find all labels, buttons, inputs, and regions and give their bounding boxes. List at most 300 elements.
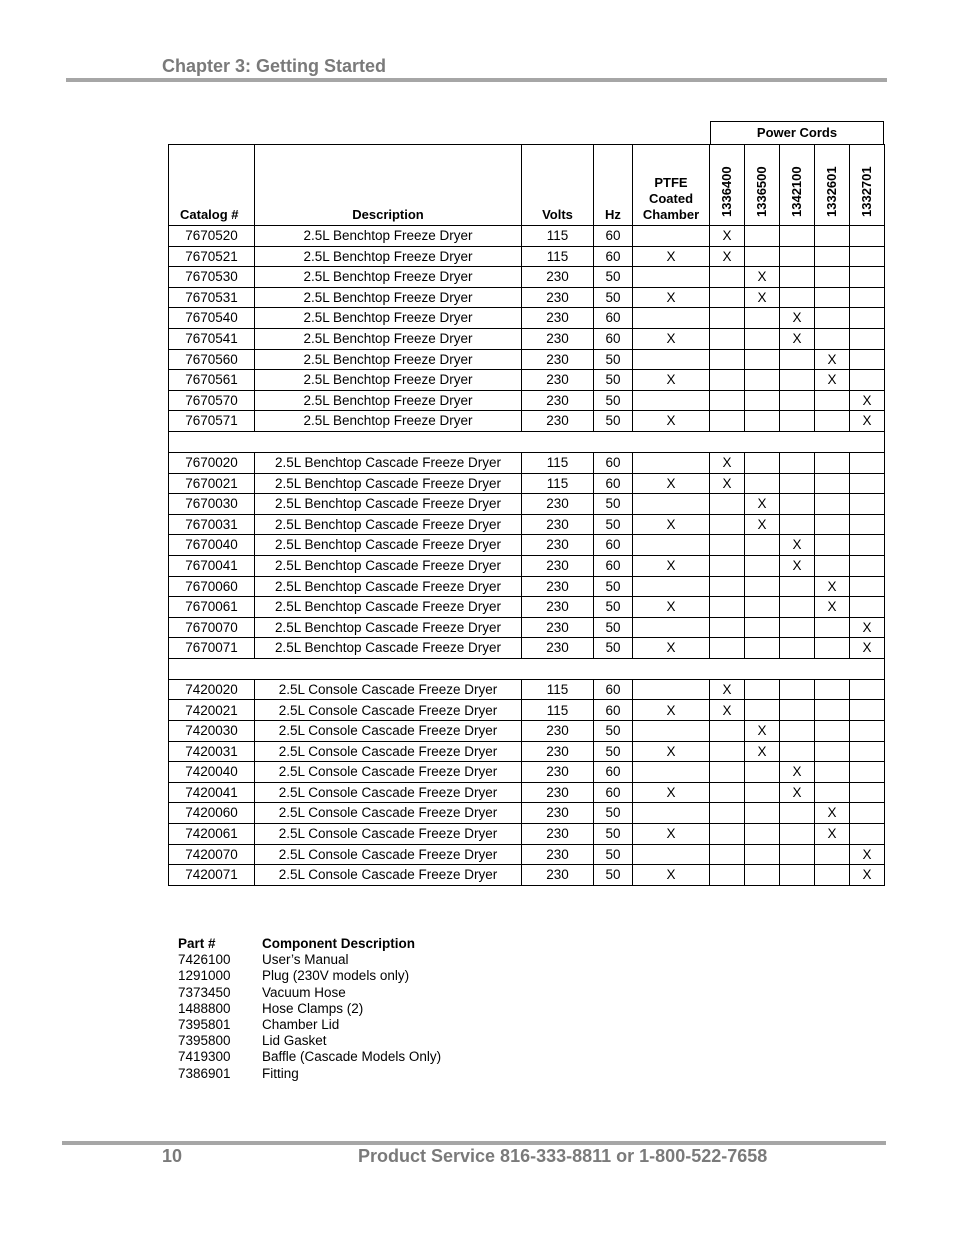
cord-cell-1342100 [780, 267, 815, 288]
description-cell: 2.5L Benchtop Cascade Freeze Dryer [255, 597, 522, 618]
catalog-cell: 7420040 [169, 762, 255, 783]
table-row [169, 844, 885, 865]
volts-cell: 230 [522, 576, 594, 597]
cord-cell-1332601 [815, 555, 850, 576]
cord-cell-1342100: X [780, 555, 815, 576]
chapter-title: Chapter 3: Getting Started [162, 56, 387, 76]
cord-cell-1332701 [850, 576, 885, 597]
cord-cell-1336400 [710, 803, 745, 824]
table-row [169, 700, 885, 721]
ptfe-cell: X [633, 555, 710, 576]
hz-cell: 50 [594, 617, 633, 638]
cord-cell-1336500 [745, 803, 780, 824]
description-cell: 2.5L Benchtop Cascade Freeze Dryer [255, 494, 522, 515]
description-cell: 2.5L Console Cascade Freeze Dryer [255, 700, 522, 721]
cord-cell-1332701 [850, 267, 885, 288]
ptfe-cell [633, 721, 710, 742]
table-row [169, 762, 885, 783]
catalog-cell: 7670020 [169, 452, 255, 473]
description-cell: 2.5L Benchtop Freeze Dryer [255, 390, 522, 411]
cord-cell-1332701 [850, 803, 885, 824]
component-description: Plug (230V models only) [262, 968, 410, 984]
volts-cell: 230 [522, 617, 594, 638]
catalog-cell: 7420070 [169, 844, 255, 865]
hz-cell: 50 [594, 576, 633, 597]
cord-cell-1336400 [710, 349, 745, 370]
component-items [178, 952, 441, 1082]
hz-cell: 60 [594, 452, 633, 473]
cord-cell-1342100 [780, 803, 815, 824]
table-row [169, 741, 885, 762]
table-row [169, 555, 885, 576]
cord-cell-1336400 [710, 411, 745, 432]
ptfe-header-line: PTFE [654, 175, 688, 190]
group-separator-row [169, 431, 885, 452]
cord-cell-1336500 [745, 824, 780, 845]
cord-cell-1332601 [815, 287, 850, 308]
cord-cell-1332701 [850, 679, 885, 700]
cord-cell-1336400 [710, 597, 745, 618]
volts-cell: 230 [522, 328, 594, 349]
cord-code: 1332701 [859, 166, 874, 217]
ptfe-cell [633, 762, 710, 783]
cord-cell-1336400 [710, 782, 745, 803]
cord-cell-1332601 [815, 452, 850, 473]
description-cell: 2.5L Console Cascade Freeze Dryer [255, 824, 522, 845]
cord-cell-1336400 [710, 267, 745, 288]
cord-cell-1332701 [850, 597, 885, 618]
component-item [178, 1049, 441, 1065]
volts-cell: 230 [522, 494, 594, 515]
table-body [169, 226, 885, 886]
description-header: Description [255, 145, 522, 226]
cord-cell-1332601 [815, 226, 850, 247]
cord-cell-1332701 [850, 473, 885, 494]
table-row [169, 782, 885, 803]
ptfe-cell: X [633, 782, 710, 803]
product-service-line: Product Service 816-333-8811 or 1-800-522-7658 [358, 1146, 768, 1166]
cord-cell-1332601 [815, 700, 850, 721]
ptfe-header [633, 145, 710, 226]
table-row [169, 226, 885, 247]
cord-cell-1336500: X [745, 267, 780, 288]
cord-cell-1336400: X [710, 226, 745, 247]
table-row [169, 514, 885, 535]
ptfe-cell [633, 803, 710, 824]
cord-cell-1336400: X [710, 473, 745, 494]
catalog-cell: 7670561 [169, 370, 255, 391]
cord-cell-1332601 [815, 494, 850, 515]
description-cell: 2.5L Benchtop Cascade Freeze Dryer [255, 576, 522, 597]
cord-cell-1332701 [850, 494, 885, 515]
cord-cell-1342100: X [780, 782, 815, 803]
cord-cell-1332701 [850, 782, 885, 803]
ptfe-cell [633, 390, 710, 411]
cord-cell-1332701 [850, 514, 885, 535]
cord-cell-1342100: X [780, 308, 815, 329]
separator-cell [169, 431, 885, 452]
cord-cell-1342100 [780, 638, 815, 659]
table-row [169, 370, 885, 391]
description-cell: 2.5L Console Cascade Freeze Dryer [255, 741, 522, 762]
cord-cell-1336500 [745, 370, 780, 391]
cord-cell-1336500: X [745, 741, 780, 762]
ptfe-cell: X [633, 328, 710, 349]
hz-cell: 60 [594, 246, 633, 267]
cord-cell-1332601: X [815, 803, 850, 824]
ptfe-cell: X [633, 411, 710, 432]
catalog-header: Catalog # [169, 145, 255, 226]
cord-cell-1336500 [745, 473, 780, 494]
hz-cell: 50 [594, 494, 633, 515]
hz-cell: 50 [594, 803, 633, 824]
ptfe-cell: X [633, 638, 710, 659]
component-description: Baffle (Cascade Models Only) [262, 1049, 442, 1065]
catalog-cell: 7670041 [169, 555, 255, 576]
catalog-cell: 7670021 [169, 473, 255, 494]
cord-cell-1336500: X [745, 721, 780, 742]
table-header-row [169, 145, 885, 226]
table-row [169, 390, 885, 411]
catalog-cell: 7670031 [169, 514, 255, 535]
component-item [178, 1017, 441, 1033]
volts-cell: 230 [522, 370, 594, 391]
catalog-cell: 7670060 [169, 576, 255, 597]
hz-cell: 50 [594, 349, 633, 370]
ptfe-cell [633, 267, 710, 288]
cord-cell-1342100 [780, 494, 815, 515]
component-item [178, 1001, 441, 1017]
volts-cell: 230 [522, 865, 594, 886]
component-description: Chamber Lid [262, 1017, 340, 1033]
component-item [178, 952, 441, 968]
catalog-cell: 7670520 [169, 226, 255, 247]
ptfe-cell: X [633, 865, 710, 886]
volts-cell: 115 [522, 246, 594, 267]
part-number-header: Part # [178, 936, 216, 951]
cord-cell-1332701 [850, 741, 885, 762]
volts-cell: 230 [522, 308, 594, 329]
cord-cell-1336500 [745, 308, 780, 329]
hz-cell: 60 [594, 328, 633, 349]
cord-cell-1336400 [710, 287, 745, 308]
cord-cell-1332601 [815, 328, 850, 349]
catalog-cell: 7670521 [169, 246, 255, 267]
catalog-cell: 7420030 [169, 721, 255, 742]
cord-cell-1342100 [780, 287, 815, 308]
catalog-cell: 7420021 [169, 700, 255, 721]
cord-cell-1336500 [745, 246, 780, 267]
catalog-cell: 7670560 [169, 349, 255, 370]
power-cords-header: Power Cords [710, 121, 884, 144]
component-item [178, 1066, 441, 1082]
table-row [169, 576, 885, 597]
hz-cell: 50 [594, 824, 633, 845]
component-description: Lid Gasket [262, 1033, 327, 1049]
volts-cell: 115 [522, 226, 594, 247]
volts-cell: 115 [522, 679, 594, 700]
part-number: 7373450 [178, 984, 231, 1000]
ptfe-cell [633, 617, 710, 638]
catalog-cell: 7670570 [169, 390, 255, 411]
volts-cell: 115 [522, 700, 594, 721]
cord-header-1336400 [710, 145, 745, 226]
ptfe-cell: X [633, 473, 710, 494]
cord-cell-1332701 [850, 535, 885, 556]
cord-cell-1336400 [710, 617, 745, 638]
cord-cell-1336500 [745, 349, 780, 370]
catalog-cell: 7670071 [169, 638, 255, 659]
volts-cell: 230 [522, 267, 594, 288]
hz-cell: 60 [594, 555, 633, 576]
ptfe-cell: X [633, 597, 710, 618]
catalog-cell: 7670571 [169, 411, 255, 432]
cord-cell-1332601 [815, 267, 850, 288]
hz-cell: 60 [594, 762, 633, 783]
part-number: 7386901 [178, 1065, 231, 1081]
hz-cell: 50 [594, 411, 633, 432]
cord-cell-1342100 [780, 349, 815, 370]
description-cell: 2.5L Benchtop Freeze Dryer [255, 411, 522, 432]
cord-cell-1332701 [850, 349, 885, 370]
cord-cell-1332601 [815, 246, 850, 267]
cord-cell-1342100 [780, 844, 815, 865]
hz-cell: 50 [594, 514, 633, 535]
cord-cell-1332601: X [815, 576, 850, 597]
hz-cell: 50 [594, 390, 633, 411]
hz-cell: 60 [594, 308, 633, 329]
hz-cell: 50 [594, 370, 633, 391]
description-cell: 2.5L Benchtop Freeze Dryer [255, 370, 522, 391]
cord-cell-1342100 [780, 721, 815, 742]
cord-header-1336500 [745, 145, 780, 226]
cord-cell-1336400 [710, 721, 745, 742]
volts-cell: 230 [522, 844, 594, 865]
cord-cell-1332701 [850, 328, 885, 349]
ptfe-cell [633, 576, 710, 597]
catalog-cell: 7420071 [169, 865, 255, 886]
cord-cell-1332601: X [815, 597, 850, 618]
table-row [169, 597, 885, 618]
cord-cell-1336500 [745, 555, 780, 576]
description-cell: 2.5L Benchtop Cascade Freeze Dryer [255, 473, 522, 494]
catalog-cell: 7670061 [169, 597, 255, 618]
description-cell: 2.5L Console Cascade Freeze Dryer [255, 762, 522, 783]
cord-cell-1342100: X [780, 762, 815, 783]
catalog-cell: 7420041 [169, 782, 255, 803]
page-number: 10 [162, 1146, 183, 1166]
description-cell: 2.5L Benchtop Freeze Dryer [255, 308, 522, 329]
cord-cell-1332601 [815, 762, 850, 783]
cord-cell-1336500 [745, 576, 780, 597]
hz-cell: 50 [594, 638, 633, 659]
cord-cell-1342100 [780, 246, 815, 267]
cord-cell-1332701 [850, 308, 885, 329]
description-cell: 2.5L Console Cascade Freeze Dryer [255, 865, 522, 886]
cord-cell-1332701: X [850, 617, 885, 638]
volts-cell: 230 [522, 721, 594, 742]
cord-cell-1342100: X [780, 535, 815, 556]
ptfe-cell: X [633, 824, 710, 845]
hz-cell: 50 [594, 741, 633, 762]
cord-header-1332601 [815, 145, 850, 226]
cord-cell-1332701 [850, 700, 885, 721]
hz-cell: 50 [594, 597, 633, 618]
cord-code: 1342100 [789, 166, 804, 217]
ptfe-cell [633, 535, 710, 556]
cord-cell-1332601 [815, 617, 850, 638]
table-row [169, 865, 885, 886]
cord-cell-1332601: X [815, 370, 850, 391]
cord-cell-1336500 [745, 617, 780, 638]
cord-cell-1342100 [780, 617, 815, 638]
cord-cell-1336400 [710, 390, 745, 411]
cord-cell-1336400 [710, 741, 745, 762]
description-cell: 2.5L Benchtop Cascade Freeze Dryer [255, 638, 522, 659]
volts-cell: 230 [522, 535, 594, 556]
catalog-table [168, 144, 885, 886]
cord-cell-1332601 [815, 741, 850, 762]
cord-cell-1332601 [815, 844, 850, 865]
volts-header: Volts [522, 145, 594, 226]
table-row [169, 679, 885, 700]
cord-cell-1332701 [850, 721, 885, 742]
cord-cell-1332701 [850, 762, 885, 783]
cord-cell-1332701 [850, 287, 885, 308]
cord-cell-1332601 [815, 679, 850, 700]
cord-cell-1336400: X [710, 700, 745, 721]
volts-cell: 230 [522, 287, 594, 308]
catalog-cell: 7670030 [169, 494, 255, 515]
table-row [169, 803, 885, 824]
description-cell: 2.5L Benchtop Cascade Freeze Dryer [255, 514, 522, 535]
cord-cell-1342100 [780, 679, 815, 700]
group-separator-row [169, 658, 885, 679]
volts-cell: 230 [522, 741, 594, 762]
hz-cell: 50 [594, 267, 633, 288]
cord-cell-1332601: X [815, 824, 850, 845]
description-cell: 2.5L Benchtop Freeze Dryer [255, 226, 522, 247]
cord-cell-1336400 [710, 844, 745, 865]
cord-cell-1342100 [780, 865, 815, 886]
cord-cell-1342100 [780, 226, 815, 247]
cord-cell-1336400 [710, 514, 745, 535]
component-list [178, 936, 441, 1082]
part-number: 7419300 [178, 1049, 231, 1065]
hz-cell: 60 [594, 473, 633, 494]
hz-cell: 60 [594, 226, 633, 247]
table-row [169, 328, 885, 349]
component-item [178, 968, 441, 984]
description-cell: 2.5L Benchtop Freeze Dryer [255, 287, 522, 308]
cord-cell-1342100 [780, 576, 815, 597]
description-cell: 2.5L Console Cascade Freeze Dryer [255, 721, 522, 742]
cord-cell-1332701 [850, 246, 885, 267]
cord-cell-1342100: X [780, 328, 815, 349]
description-cell: 2.5L Benchtop Cascade Freeze Dryer [255, 617, 522, 638]
cord-cell-1336500 [745, 452, 780, 473]
hz-cell: 50 [594, 865, 633, 886]
description-cell: 2.5L Benchtop Freeze Dryer [255, 349, 522, 370]
volts-cell: 230 [522, 411, 594, 432]
table-row [169, 308, 885, 329]
description-cell: 2.5L Console Cascade Freeze Dryer [255, 782, 522, 803]
catalog-cell: 7420031 [169, 741, 255, 762]
cord-cell-1342100 [780, 700, 815, 721]
description-cell: 2.5L Benchtop Freeze Dryer [255, 267, 522, 288]
cord-cell-1336400 [710, 865, 745, 886]
table-row [169, 411, 885, 432]
table-row [169, 246, 885, 267]
hz-cell: 60 [594, 782, 633, 803]
cord-cell-1332701: X [850, 844, 885, 865]
part-number: 1291000 [178, 968, 231, 984]
part-number: 1488800 [178, 1000, 231, 1016]
cord-cell-1336500 [745, 328, 780, 349]
cord-cell-1332701: X [850, 638, 885, 659]
cord-cell-1332601 [815, 782, 850, 803]
cord-cell-1332601 [815, 514, 850, 535]
catalog-cell: 7420020 [169, 679, 255, 700]
cord-cell-1332701 [850, 226, 885, 247]
table-row [169, 473, 885, 494]
catalog-cell: 7420060 [169, 803, 255, 824]
cord-cell-1342100 [780, 514, 815, 535]
cord-cell-1342100 [780, 390, 815, 411]
cord-cell-1336400 [710, 576, 745, 597]
cord-cell-1336400 [710, 370, 745, 391]
cord-cell-1336400 [710, 308, 745, 329]
description-cell: 2.5L Console Cascade Freeze Dryer [255, 844, 522, 865]
volts-cell: 115 [522, 452, 594, 473]
hz-header: Hz [594, 145, 633, 226]
cord-cell-1336400 [710, 494, 745, 515]
cord-cell-1336500 [745, 535, 780, 556]
table-row [169, 617, 885, 638]
table-row [169, 267, 885, 288]
hz-cell: 60 [594, 700, 633, 721]
description-cell: 2.5L Benchtop Cascade Freeze Dryer [255, 555, 522, 576]
cord-cell-1336500 [745, 679, 780, 700]
ptfe-cell: X [633, 370, 710, 391]
table-row [169, 287, 885, 308]
hz-cell: 50 [594, 844, 633, 865]
cord-cell-1336500 [745, 638, 780, 659]
component-item [178, 1033, 441, 1049]
catalog-cell: 7670541 [169, 328, 255, 349]
separator-cell [169, 658, 885, 679]
volts-cell: 230 [522, 782, 594, 803]
description-cell: 2.5L Console Cascade Freeze Dryer [255, 679, 522, 700]
cord-cell-1336400 [710, 328, 745, 349]
part-number: 7395801 [178, 1017, 231, 1033]
cord-cell-1336400 [710, 762, 745, 783]
volts-cell: 230 [522, 390, 594, 411]
table-row [169, 824, 885, 845]
cord-code: 1336500 [754, 166, 769, 217]
table-row [169, 494, 885, 515]
catalog-cell: 7670540 [169, 308, 255, 329]
ptfe-cell [633, 349, 710, 370]
catalog-cell: 7420061 [169, 824, 255, 845]
catalog-cell: 7670040 [169, 535, 255, 556]
table-row [169, 638, 885, 659]
description-cell: 2.5L Console Cascade Freeze Dryer [255, 803, 522, 824]
cord-cell-1332601 [815, 411, 850, 432]
ptfe-cell: X [633, 514, 710, 535]
table-row [169, 535, 885, 556]
volts-cell: 115 [522, 473, 594, 494]
